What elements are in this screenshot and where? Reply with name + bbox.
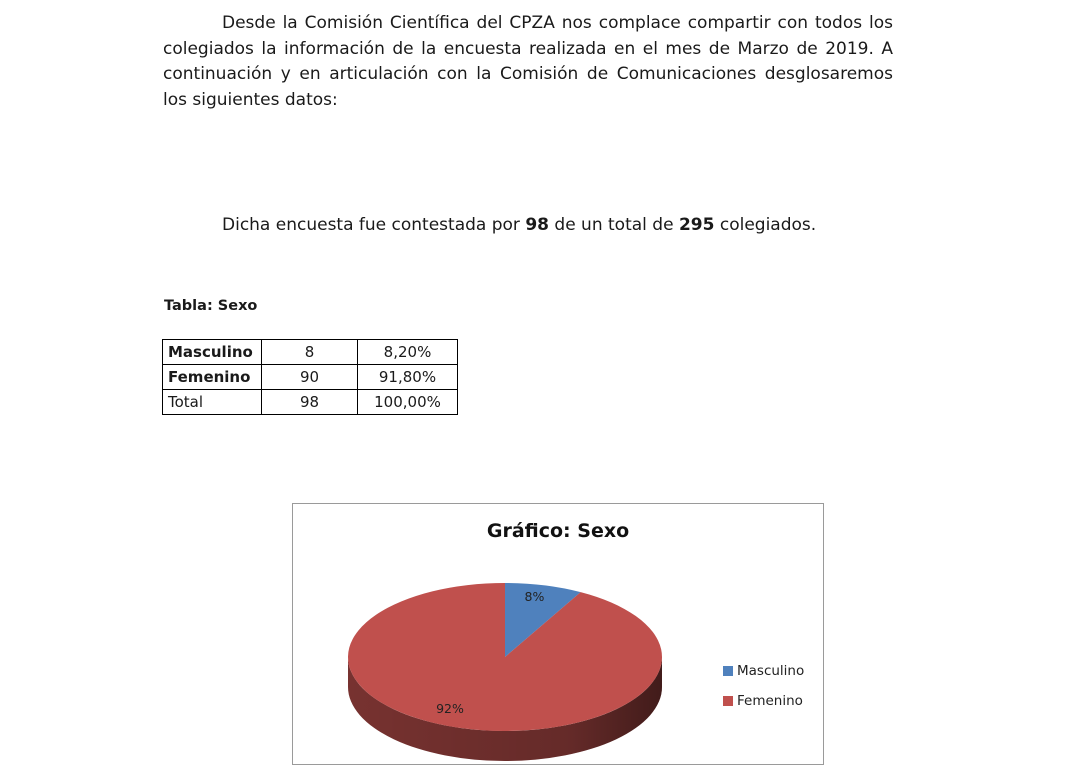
row-percent: 91,80% (358, 365, 458, 390)
survey-text-1: Dicha encuesta fue contestada por (222, 215, 526, 235)
pie-slice-femenino (348, 583, 662, 731)
table-row (163, 390, 458, 415)
sex-table (162, 339, 458, 415)
table-row (163, 365, 458, 390)
chart-title: Gráfico: Sexo (486, 520, 630, 542)
row-label: Masculino (163, 340, 262, 365)
legend-swatch-masculino (723, 666, 733, 676)
legend-item-femenino (723, 686, 804, 716)
intro-paragraph: Desde la Comisión Científica del CPZA nos complace compartir con todos los colegiados la información de la encuesta realizada en el mes de Marzo de 2019. A continuación y en articulación con la Comisión de Comunicaciones desglosaremos los siguientes datos: (163, 13, 893, 110)
pie-label-masculino: 8% (524, 589, 545, 605)
respondents-count: 98 (525, 215, 549, 235)
survey-text-2: de un total de (549, 215, 679, 235)
survey-text-3: colegiados. (714, 215, 817, 235)
pie-label-femenino: 92% (436, 701, 464, 716)
row-count: 90 (262, 365, 358, 390)
survey-sentence (222, 213, 816, 237)
chart-legend (723, 656, 804, 716)
row-label: Total (163, 390, 262, 415)
legend-label-femenino: Femenino (737, 693, 803, 709)
row-count: 8 (262, 340, 358, 365)
pie-chart (292, 503, 824, 765)
row-count: 98 (262, 390, 358, 415)
table-row (163, 340, 458, 365)
legend-item-masculino (723, 656, 804, 686)
pie-chart-plot (293, 504, 823, 764)
legend-label-masculino: Masculino (737, 663, 805, 679)
legend-swatch-femenino (723, 696, 733, 706)
row-percent: 100,00% (358, 390, 458, 415)
row-label: Femenino (163, 365, 262, 390)
total-count: 295 (678, 215, 715, 235)
table-caption: Tabla: Sexo (164, 298, 258, 314)
row-percent: 8,20% (358, 340, 458, 365)
